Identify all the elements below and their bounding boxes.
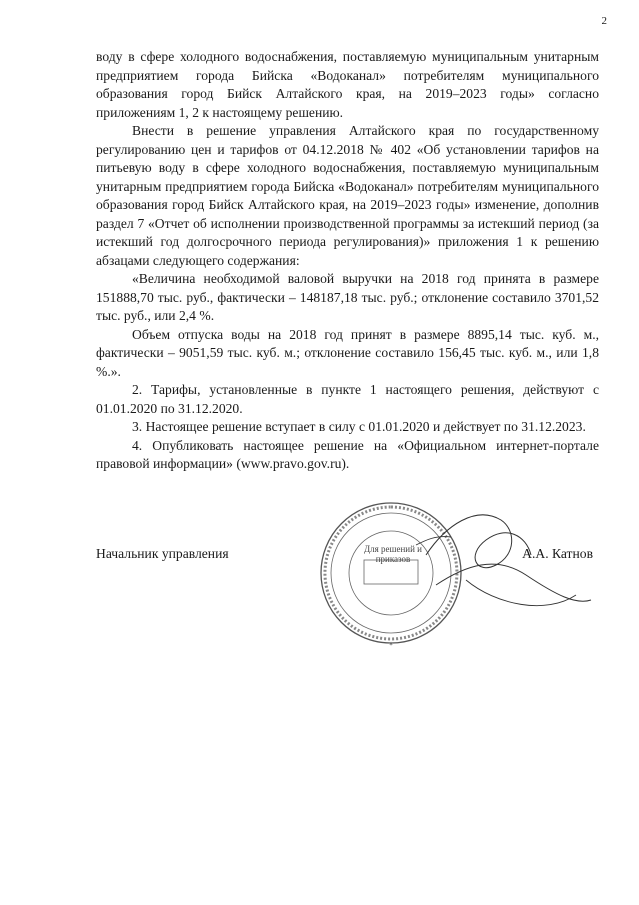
seal-inner-text: Для решений и приказов — [364, 544, 422, 564]
document-body — [96, 48, 599, 474]
paragraph: 2. Тарифы, установленные в пункте 1 настоящего решения, действуют с 01.01.2020 по 31.12.2020. — [96, 382, 599, 416]
signature-block — [96, 540, 599, 648]
paragraph: «Величина необходимой валовой выручки на 2018 год принята в размере 151888,70 тыс. руб., фактически – 148187,18 тыс. руб.; отклонение составило 3701,52 тыс. руб., или 2,4 %. — [96, 271, 599, 323]
svg-text:✶: ✶ — [388, 642, 394, 648]
paragraph: 3. Настоящее решение вступает в силу с 01.01.2020 и действует по 31.12.2023. — [132, 419, 586, 434]
paragraph: 4. Опубликовать настоящее решение на «Официальном интернет-портале правовой информации» (www.pravo.gov.ru). — [96, 437, 599, 471]
paragraph: воду в сфере холодного водоснабжения, поставляемую муниципальным унитарным предприятием города Бийска «Водоканал» потребителям муниципального образования город Бийск Алтайского края, на 2019–2023 годы» согласно приложениям 1, 2 к настоящему решению. — [96, 49, 599, 120]
page-number: 2 — [601, 15, 607, 27]
signer-position: Начальник управления — [96, 546, 229, 561]
signer-name: А.А. Катнов — [522, 546, 593, 561]
paragraph: Объем отпуска воды на 2018 год принят в размере 8895,14 тыс. куб. м., фактически – 9051,59 тыс. куб. м.; отклонение составило 156,45 тыс. куб. м., или 1,8 %.». — [96, 326, 599, 379]
paragraph: Внести в решение управления Алтайского края по государственному регулированию цен и тарифов от 04.12.2018 № 402 «Об установлении тарифов на питьевую воду в сфере холодного водоснабжения, поставляемую муниципальным унитарным предприятием города Бийска «Водоканал» потребителям муниципального образования город Бийск Алтайского края, на 2019–2023 годы» изменение, дополнив раздел 7 «Отчет об исполнении производственной программы за истекший период (за истекший год долгосрочного периода регулирования)» приложения 1 к решению абзацами следующего содержания: — [96, 123, 599, 268]
